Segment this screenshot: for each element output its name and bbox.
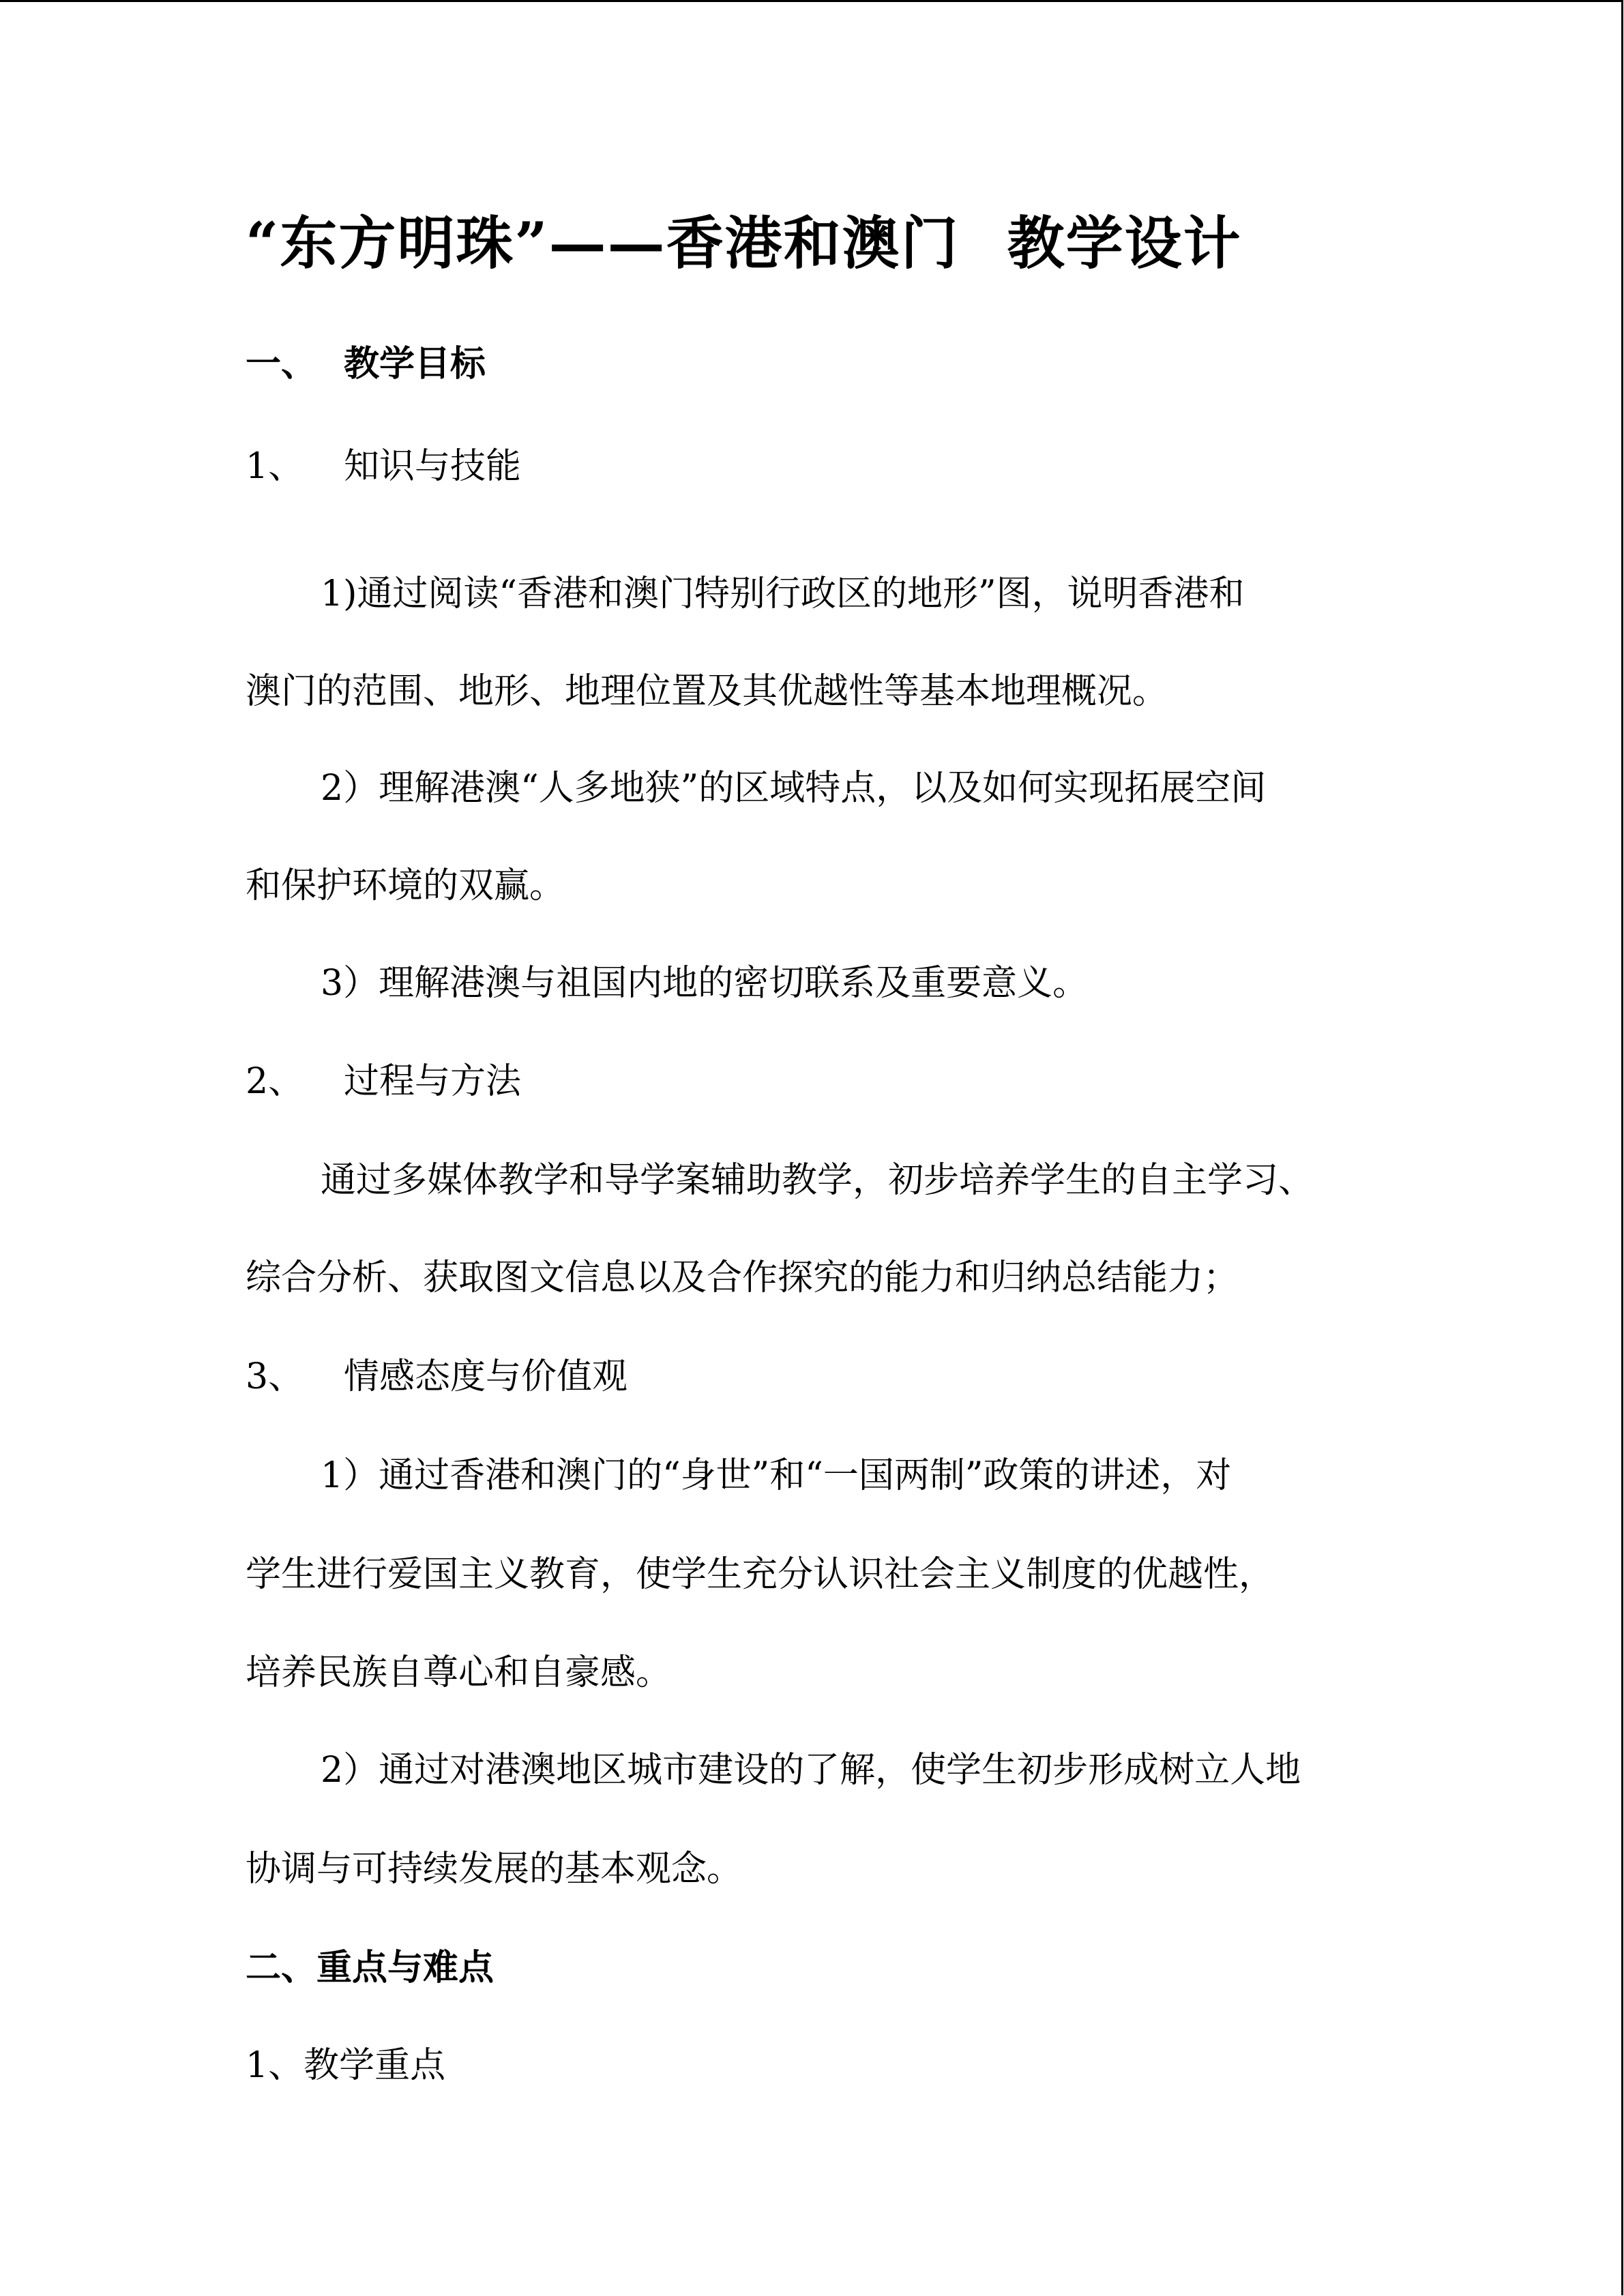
- paragraph-line: 2）理解港澳“人多地狭”的区域特点，以及如何实现拓展空间: [321, 768, 1267, 809]
- subsection-teaching-focus: 1、教学重点: [246, 2045, 446, 2086]
- paragraph-line: 澳门的范围、地形、地理位置及其优越性等基本地理概况。: [246, 671, 1168, 712]
- subsection-number: 1、: [246, 446, 304, 487]
- paragraph-line: 协调与可持续发展的基本观念。: [246, 1849, 743, 1890]
- paragraph-line: 通过多媒体教学和导学案辅助教学，初步培养学生的自主学习、: [321, 1160, 1314, 1201]
- page-title: [246, 198, 1242, 280]
- subsection-label: 过程与方法: [344, 1061, 522, 1102]
- subsection-number: 3、: [246, 1356, 304, 1397]
- paragraph-line: 综合分析、获取图文信息以及合作探究的能力和归纳总结能力；: [246, 1257, 1239, 1298]
- subsection-process-methods: [246, 1061, 522, 1102]
- paragraph-line: 学生进行爱国主义教育，使学生充分认识社会主义制度的优越性，: [246, 1554, 1275, 1595]
- section-label: 教学目标: [344, 343, 486, 385]
- paragraph-line: 培养民族自尊心和自豪感。: [246, 1652, 672, 1693]
- subsection-number: 2、: [246, 1061, 304, 1102]
- paragraph-line: 1)通过阅读“香港和澳门特别行政区的地形”图，说明香港和: [321, 573, 1245, 614]
- title-suffix: 教学设计: [1007, 209, 1242, 277]
- paragraph-line: 1）通过香港和澳门的“身世”和“一国两制”政策的讲述，对: [321, 1455, 1232, 1496]
- subsection-label: 情感态度与价值观: [344, 1356, 628, 1397]
- paragraph-line: 2）通过对港澳地区城市建设的了解，使学生初步形成树立人地: [321, 1750, 1301, 1791]
- subsection-attitudes-values: [246, 1356, 628, 1397]
- section-heading-objectives: [246, 343, 486, 385]
- title-main: “东方明珠”——香港和澳门: [246, 209, 960, 277]
- subsection-label: 知识与技能: [344, 446, 522, 487]
- subsection-knowledge-skills: [246, 446, 522, 487]
- section-number: 一、: [246, 343, 317, 385]
- section-heading-key-points: 二、重点与难点: [246, 1947, 494, 1988]
- paragraph-line: 和保护环境的双赢。: [246, 865, 565, 906]
- paragraph-line: 3）理解港澳与祖国内地的密切联系及重要意义。: [321, 963, 1089, 1004]
